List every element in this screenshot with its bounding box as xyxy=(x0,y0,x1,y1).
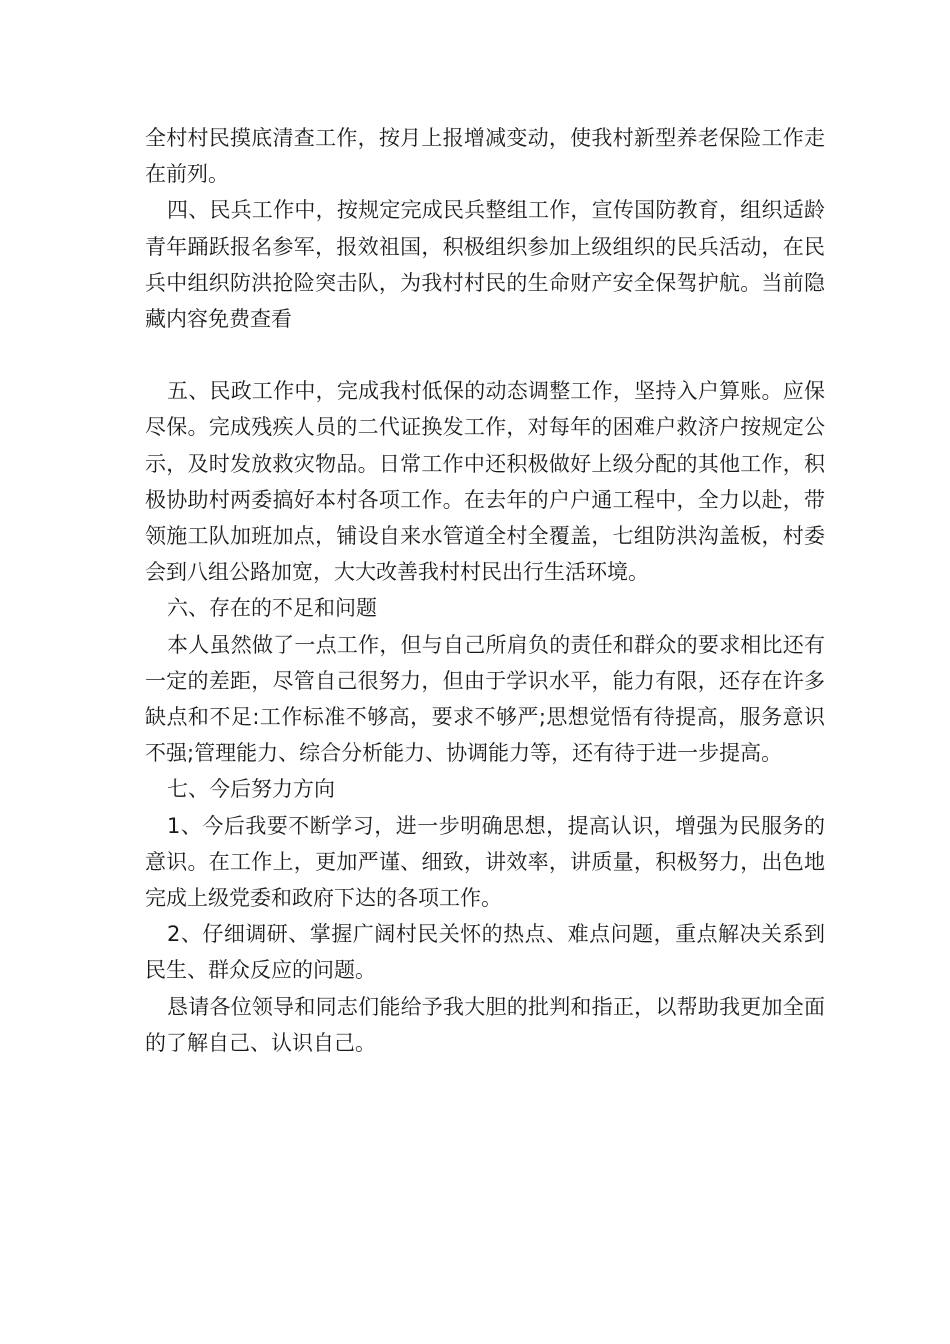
paragraph-militia-work: 四、民兵工作中，按规定完成民兵整组工作，宣传国防教育，组织适龄青年踊跃报名参军，报效祖国，积极组织参加上级组织的民兵活动，在民兵中组织防洪抢险突击队，为我村村民的生命财产安全保驾护航。当前隐藏内容免费查看 xyxy=(145,198,825,332)
paragraph-pension-continuation: 全村村民摸底清查工作，按月上报增减变动，使我村新型养老保险工作走在前列。 xyxy=(145,126,825,187)
section-heading-future-direction: 七、今后努力方向 xyxy=(167,777,335,802)
paragraph-future-item-2: 2、仔细调研、掌握广阔村民关怀的热点、难点问题，重点解决关系到民生、群众反应的问题。 xyxy=(145,922,825,983)
paragraph-shortcomings: 本人虽然做了一点工作，但与自己所肩负的责任和群众的要求相比还有一定的差距，尽管自己很努力，但由于学识水平，能力有限，还存在许多缺点和不足:工作标准不够高，要求不够严;思想觉悟有待提高，服务意识不强;管理能力、综合分析能力、协调能力等，还有待于进一步提高。 xyxy=(145,632,825,766)
document-body xyxy=(145,120,825,1061)
paragraph-closing-request: 恳请各位领导和同志们能给予我大胆的批判和指正，以帮助我更加全面的了解自己、认识自己。 xyxy=(145,994,825,1055)
section-heading-shortcomings: 六、存在的不足和问题 xyxy=(167,596,377,621)
paragraph-civil-affairs: 五、民政工作中，完成我村低保的动态调整工作，坚持入户算账。应保尽保。完成残疾人员的二代证换发工作，对每年的困难户救济户按规定公示，及时发放救灾物品。日常工作中还积极做好上级分配的其他工作，积极协助村两委搞好本村各项工作。在去年的户户通工程中，全力以赴，带领施工队加班加点，铺设自来水管道全村全覆盖，七组防洪沟盖板，村委会到八组公路加宽，大大改善我村村民出行生活环境。 xyxy=(145,379,825,585)
paragraph-future-item-1: 1、今后我要不断学习，进一步明确思想，提高认识，增强为民服务的意识。在工作上，更加严谨、细致，讲效率，讲质量，积极努力，出色地完成上级党委和政府下达的各项工作。 xyxy=(145,813,825,911)
paragraph-gap xyxy=(145,337,825,373)
